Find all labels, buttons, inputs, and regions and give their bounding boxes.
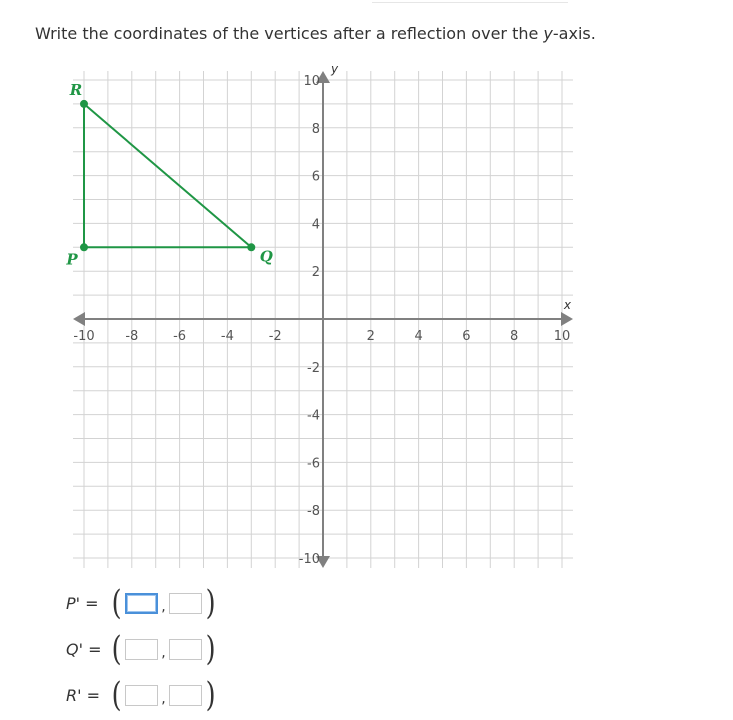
x-axis-label: x [563,298,571,312]
vertex-point-r [80,100,88,108]
prompt-text-before: Write the coordinates of the vertices after a reflection over the [35,24,544,43]
q-prime-y-input[interactable] [169,639,202,660]
x-tick-label: 2 [366,329,375,344]
comma: , [161,691,166,707]
open-paren: ( [111,675,122,715]
x-tick-label: -4 [220,329,234,344]
y-axis-label: y [331,62,339,76]
y-tick-label: 6 [311,169,320,185]
vertex-label-q: Q [259,247,273,266]
x-axis-right-arrow-icon [561,312,573,326]
y-tick-label: -2 [307,360,320,376]
answer-row-q [66,626,217,672]
y-tick-label: 8 [311,121,320,137]
equals-sign: = [88,639,102,659]
answer-row-r [66,672,217,718]
open-paren: ( [111,583,122,623]
close-paren: ) [205,675,216,715]
vertex-label-p: P [66,250,78,269]
r-prime-y-input[interactable] [169,685,202,706]
prompt-variable: y [543,24,553,43]
y-tick-label: -4 [307,408,320,424]
x-tick-label: -10 [73,329,95,344]
answer-section [66,580,217,718]
y-tick-label: -6 [307,456,320,472]
close-paren: ) [205,629,216,669]
x-tick-label: 8 [510,329,519,344]
comma: , [161,645,166,661]
q-prime-x-input[interactable] [125,639,158,660]
x-tick-label: 10 [553,329,571,344]
equals-sign: = [86,685,101,705]
answer-label-text: R' [66,685,82,705]
y-tick-label: 2 [311,265,320,281]
equals-sign: = [85,593,99,613]
close-paren: ) [205,583,216,623]
p-prime-y-input[interactable] [169,593,202,614]
prompt-text-after: -axis. [552,24,596,43]
x-tick-label: -8 [125,329,139,344]
x-tick-label: -2 [268,329,282,344]
x-axis-left-arrow-icon [73,312,85,326]
comma: , [161,599,166,615]
answer-label [66,594,110,613]
answer-row-p [66,580,217,626]
answer-label-text: P' [66,593,81,613]
vertex-point-q [247,243,255,251]
answer-label-text: Q' [66,639,83,659]
open-paren: ( [111,629,122,669]
x-tick-label: -6 [173,329,187,344]
y-tick-label: 4 [311,217,320,233]
x-tick-label: 4 [414,329,423,344]
r-prime-x-input[interactable] [125,685,158,706]
vertex-point-p [80,243,88,251]
x-tick-label: 6 [462,329,471,344]
vertex-label-r: R [69,80,83,99]
y-tick-label: -10 [298,552,320,567]
y-tick-label: 10 [303,74,320,89]
y-tick-label: -8 [307,504,320,520]
answer-label [66,640,110,659]
answer-label [66,686,110,705]
p-prime-x-input[interactable] [125,593,158,614]
